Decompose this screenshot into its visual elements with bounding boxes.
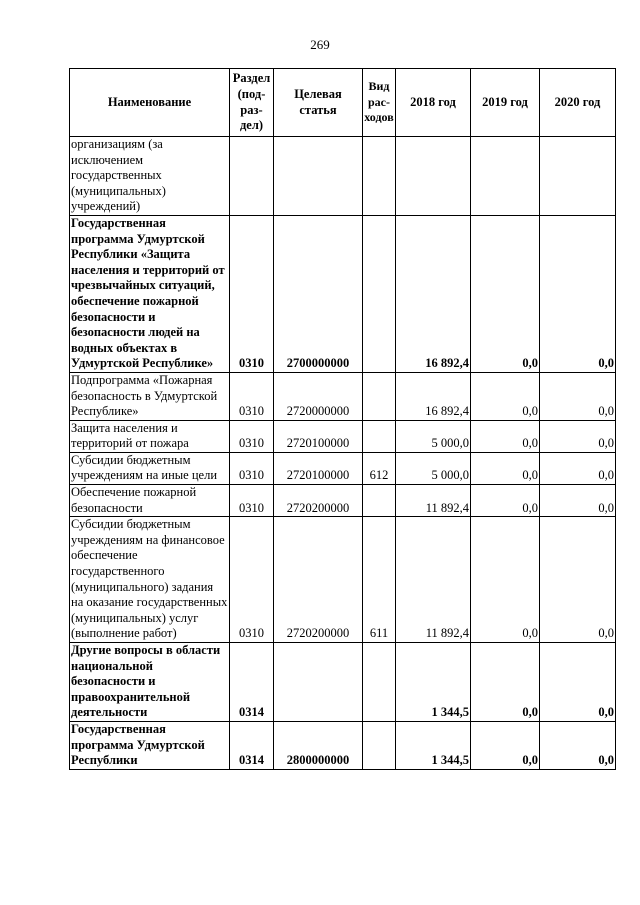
table-body: [70, 137, 616, 770]
cell-section: 0310: [230, 517, 274, 643]
cell-type: 611: [363, 517, 396, 643]
cell-type: [363, 215, 396, 372]
table-row: [70, 137, 616, 216]
cell-section: 0314: [230, 721, 274, 769]
cell-2018: 5 000,0: [396, 420, 471, 452]
table-row: [70, 215, 616, 372]
header-section: Раздел (под-раз-дел): [230, 69, 274, 137]
cell-2020: 0,0: [540, 485, 616, 517]
cell-2018: [396, 137, 471, 216]
cell-2020: 0,0: [540, 517, 616, 643]
cell-2019: 0,0: [471, 485, 540, 517]
cell-2018: 1 344,5: [396, 643, 471, 722]
cell-2018: 11 892,4: [396, 485, 471, 517]
cell-section: 0310: [230, 485, 274, 517]
cell-2019: 0,0: [471, 372, 540, 420]
table-row: [70, 517, 616, 643]
cell-2018: 16 892,4: [396, 215, 471, 372]
cell-target: 2700000000: [274, 215, 363, 372]
cell-target: 2720200000: [274, 517, 363, 643]
budget-table: [69, 68, 616, 770]
header-2018: 2018 год: [396, 69, 471, 137]
cell-type: [363, 721, 396, 769]
cell-type: 612: [363, 452, 396, 484]
cell-section: [230, 137, 274, 216]
header-name: Наименование: [70, 69, 230, 137]
header-2019: 2019 год: [471, 69, 540, 137]
cell-name: Государственная программа Удмуртской Республики «Защита населения и территорий от чрезвычайных ситуаций, обеспечение пожарной безопасности и безопасности людей на водных объектах в Удмуртской Республике»: [70, 215, 230, 372]
cell-name: Защита населения и территорий от пожара: [70, 420, 230, 452]
cell-2018: 16 892,4: [396, 372, 471, 420]
cell-2020: 0,0: [540, 372, 616, 420]
cell-target: 2720000000: [274, 372, 363, 420]
cell-target: 2800000000: [274, 721, 363, 769]
table-row: [70, 485, 616, 517]
cell-2020: [540, 137, 616, 216]
table-row: [70, 420, 616, 452]
table-row: [70, 643, 616, 722]
header-type: Вид рас-ходов: [363, 69, 396, 137]
cell-type: [363, 643, 396, 722]
table-row: [70, 721, 616, 769]
cell-2019: [471, 137, 540, 216]
table-header-row: [70, 69, 616, 137]
cell-2019: 0,0: [471, 452, 540, 484]
cell-2020: 0,0: [540, 420, 616, 452]
cell-name: Государственная программа Удмуртской Республики: [70, 721, 230, 769]
cell-target: 2720200000: [274, 485, 363, 517]
cell-section: 0310: [230, 420, 274, 452]
cell-type: [363, 485, 396, 517]
cell-name: Субсидии бюджетным учреждениям на иные цели: [70, 452, 230, 484]
cell-2019: 0,0: [471, 517, 540, 643]
cell-target: 2720100000: [274, 420, 363, 452]
page-number: 269: [310, 37, 330, 52]
cell-name: Подпрограмма «Пожарная безопасность в Удмуртской Республике»: [70, 372, 230, 420]
header-target: Целевая статья: [274, 69, 363, 137]
cell-section: 0314: [230, 643, 274, 722]
cell-target: [274, 137, 363, 216]
cell-2020: 0,0: [540, 215, 616, 372]
cell-2018: 11 892,4: [396, 517, 471, 643]
cell-type: [363, 137, 396, 216]
cell-target: 2720100000: [274, 452, 363, 484]
cell-section: 0310: [230, 215, 274, 372]
table-row: [70, 372, 616, 420]
cell-section: 0310: [230, 452, 274, 484]
cell-name: Обеспечение пожарной безопасности: [70, 485, 230, 517]
cell-2020: 0,0: [540, 452, 616, 484]
cell-type: [363, 420, 396, 452]
cell-2019: 0,0: [471, 643, 540, 722]
cell-name: Субсидии бюджетным учреждениям на финансовое обеспечение государственного (муниципального) задания на оказание государственных (муниципальных) услуг (выполнение работ): [70, 517, 230, 643]
cell-type: [363, 372, 396, 420]
cell-name: Другие вопросы в области национальной безопасности и правоохранительной деятельности: [70, 643, 230, 722]
table-row: [70, 452, 616, 484]
cell-name: организациям (за исключением государственных (муниципальных) учреждений): [70, 137, 230, 216]
cell-2018: 5 000,0: [396, 452, 471, 484]
cell-2019: 0,0: [471, 215, 540, 372]
header-2020: 2020 год: [540, 69, 616, 137]
cell-2019: 0,0: [471, 721, 540, 769]
cell-2020: 0,0: [540, 721, 616, 769]
cell-2019: 0,0: [471, 420, 540, 452]
cell-target: [274, 643, 363, 722]
cell-section: 0310: [230, 372, 274, 420]
cell-2020: 0,0: [540, 643, 616, 722]
cell-2018: 1 344,5: [396, 721, 471, 769]
